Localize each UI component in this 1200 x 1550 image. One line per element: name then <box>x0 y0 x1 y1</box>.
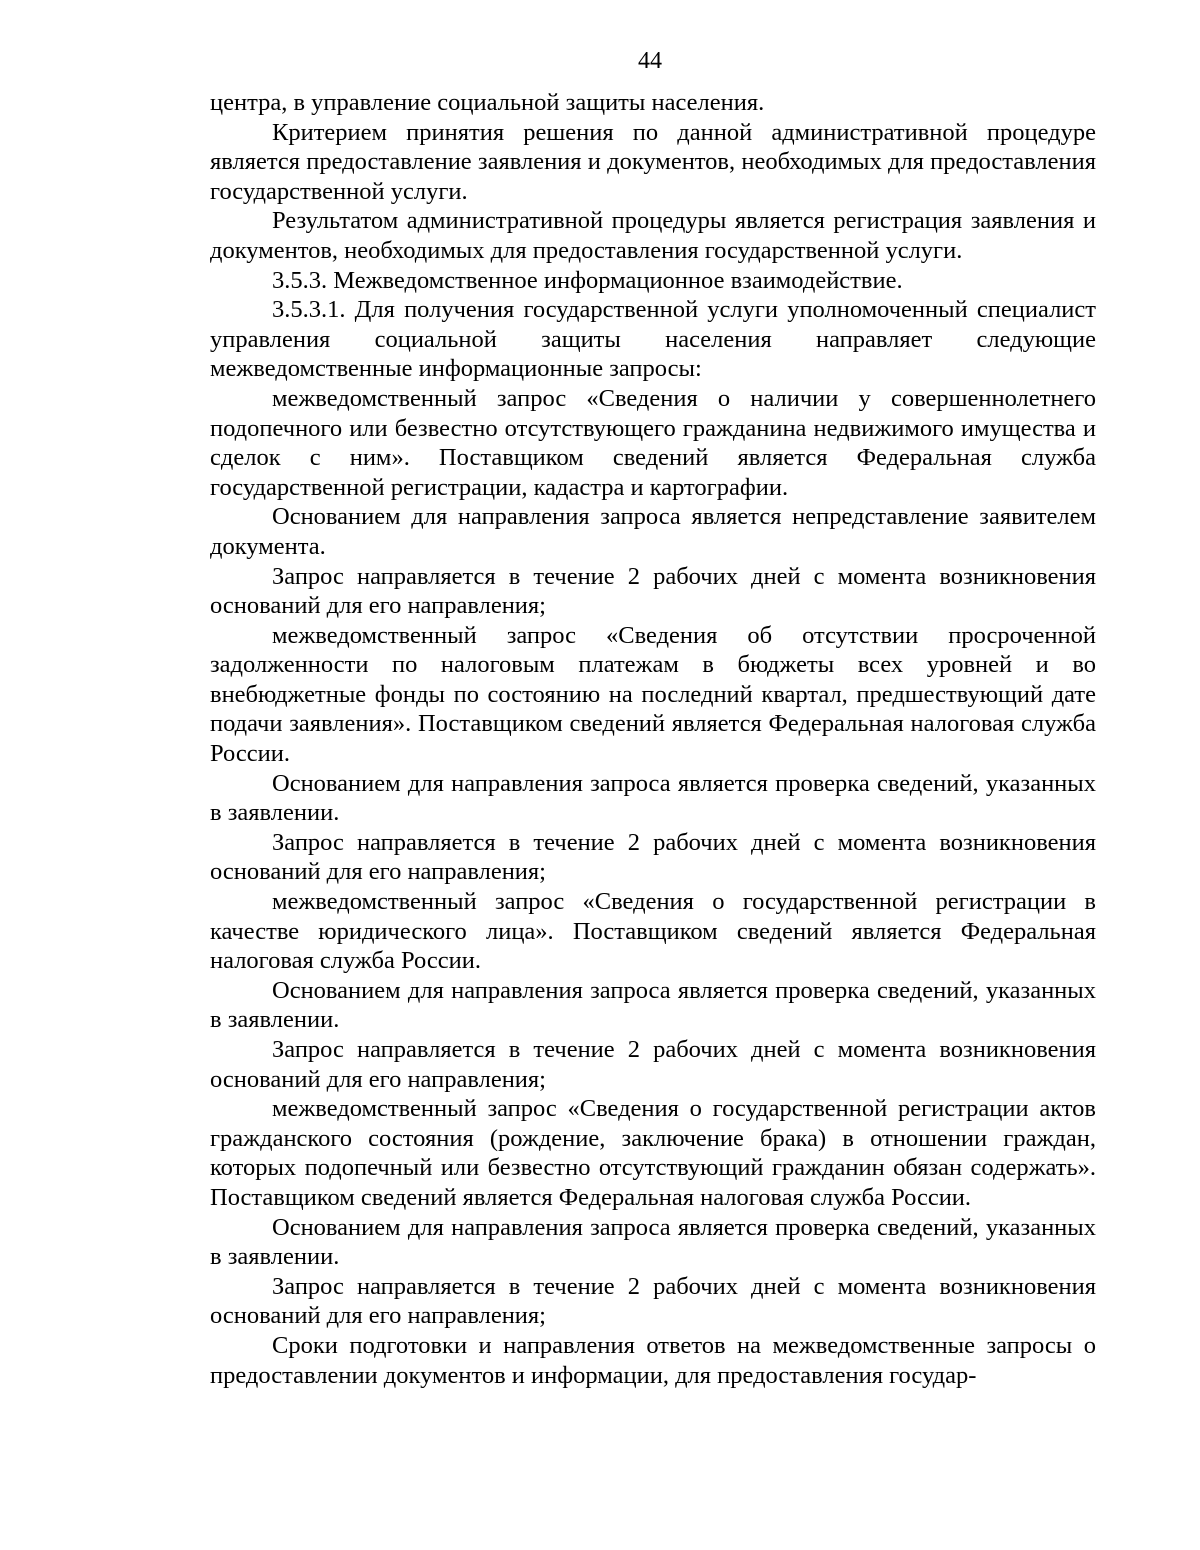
paragraph: Основанием для направления запроса является проверка сведений, указанных в заявлении. <box>210 976 1096 1034</box>
paragraph: Запрос направляется в течение 2 рабочих дней с момента возникновения оснований для его направления; <box>210 1272 1096 1330</box>
paragraph: 3.5.3.1. Для получения государственной услуги уполномоченный специалист управления социальной защиты населения направляет следующие межведомственные информационные запросы: <box>210 296 1096 383</box>
paragraph: межведомственный запрос «Сведения о государственной регистрации актов гражданского состояния (рождение, заключение брака) в отношении граждан, которых подопечный или безвестно отсутствующий гражданин обязан содержать». Поставщиком сведений является Федеральная налоговая служба России. <box>210 1095 1096 1211</box>
paragraph: межведомственный запрос «Сведения о наличии у совершеннолетнего подопечного или безвестно отсутствующего гражданина недвижимого имущества и сделок с ним». Поставщиком сведений является Федеральная служба государственной регистрации, кадастра и картографии. <box>210 384 1096 501</box>
paragraph: межведомственный запрос «Сведения об отсутствии просроченной задолженности по налоговым платежам в бюджеты всех уровней и во внебюджетные фонды по состоянию на последний квартал, предшествующий дате подачи заявления». Поставщиком сведений является Федеральная налоговая служба России. <box>210 621 1096 768</box>
paragraph: Запрос направляется в течение 2 рабочих дней с момента возникновения оснований для его направления; <box>210 828 1096 886</box>
paragraph: 3.5.3. Межведомственное информационное взаимодействие. <box>272 266 903 294</box>
paragraph: Результатом административной процедуры является регистрация заявления и документов, необходимых для предоставления государственной услуги. <box>210 207 1096 264</box>
paragraph: Основанием для направления запроса является непредставление заявителем документа. <box>210 503 1096 560</box>
paragraph: Сроки подготовки и направления ответов на межведомственные запросы о предоставлении документов и информации, для предоставления государ- <box>210 1331 1096 1389</box>
document-body <box>210 88 1096 1390</box>
paragraph: Основанием для направления запроса является проверка сведений, указанных в заявлении. <box>210 769 1096 827</box>
paragraph: Критерием принятия решения по данной административной процедуре является предоставление заявления и документов, необходимых для предоставления государственной услуги. <box>210 118 1096 205</box>
paragraph: Основанием для направления запроса является проверка сведений, указанных в заявлении. <box>210 1213 1096 1271</box>
paragraph: Запрос направляется в течение 2 рабочих дней с момента возникновения оснований для его направления; <box>210 562 1096 620</box>
paragraph: центра, в управление социальной защиты населения. <box>210 89 765 116</box>
paragraph: межведомственный запрос «Сведения о государственной регистрации в качестве юридического лица». Поставщиком сведений является Федеральная налоговая служба России. <box>210 888 1096 975</box>
page-number: 44 <box>638 48 662 74</box>
paragraph: Запрос направляется в течение 2 рабочих дней с момента возникновения оснований для его направления; <box>210 1036 1096 1093</box>
